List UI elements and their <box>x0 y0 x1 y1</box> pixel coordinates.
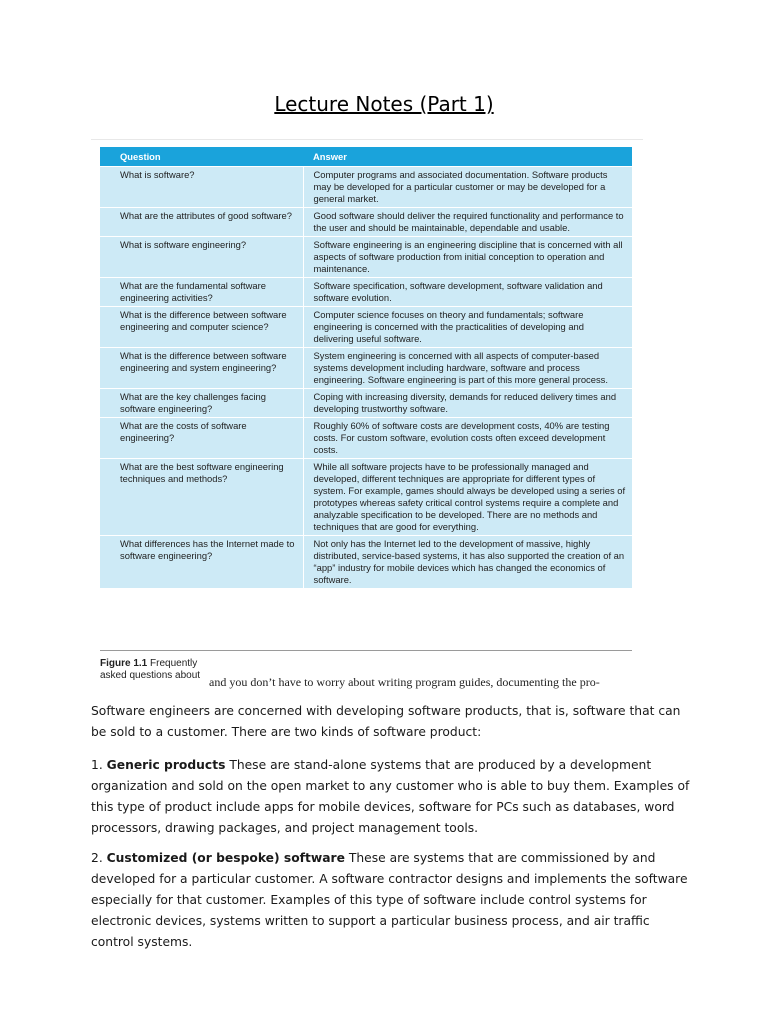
table-row <box>100 459 632 536</box>
question-cell: What are the attributes of good software? <box>100 208 303 237</box>
answer-cell: Not only has the Internet led to the development of massive, highly distributed, service-based systems, it has also supported the creation of an “app” industry for mobile devices which has changed the economics of software. <box>303 536 632 589</box>
term-customized-software: Customized (or bespoke) software <box>106 851 345 865</box>
page-title: Lecture Notes (Part 1) <box>274 92 494 116</box>
question-cell: What is software engineering? <box>100 237 303 278</box>
table-row <box>100 307 632 348</box>
term-generic-products: Generic products <box>106 758 226 772</box>
question-cell: What is the difference between software engineering and computer science? <box>100 307 303 348</box>
intro-paragraph: Software engineers are concerned with developing software products, that is, software that can be sold to a customer. There are two kinds of software product: <box>91 704 681 739</box>
question-cell: What is software? <box>100 167 303 208</box>
figure-label: Figure 1.1 <box>100 658 148 669</box>
answer-cell: Good software should deliver the required functionality and performance to the user and should be maintainable, dependable and usable. <box>303 208 632 237</box>
list-number: 1. <box>91 758 103 772</box>
table-row <box>100 389 632 418</box>
table-row <box>100 348 632 389</box>
figure-divider <box>100 650 632 651</box>
table-row <box>100 167 632 208</box>
header-answer: Answer <box>303 147 632 167</box>
generic-products-text: These are stand-alone systems that are produced by a development organization and sold on the open market to any customer who is able to buy them. Examples of this type of product include apps for mobile devices, software for PCs such as databases, word processors, drawing packages, and project management tools. <box>91 758 690 835</box>
figure-caption <box>100 658 210 682</box>
cropped-text-line: and you don’t have to worry about writing program guides, documenting the pro- <box>209 675 600 689</box>
question-cell: What is the difference between software engineering and system engineering? <box>100 348 303 389</box>
question-cell: What differences has the Internet made to software engineering? <box>100 536 303 589</box>
question-cell: What are the fundamental software engineering activities? <box>100 278 303 307</box>
customized-software-text: These are systems that are commissioned by and developed for a particular customer. A software contractor designs and implements the software especially for that customer. Examples of this type of software include control systems for electronic devices, systems written to support a particular business process, and air traffic control systems. <box>91 851 688 949</box>
answer-cell: Software specification, software development, software validation and software evolution. <box>303 278 632 307</box>
table-row <box>100 418 632 459</box>
faq-table <box>100 147 632 588</box>
table-row <box>100 536 632 589</box>
answer-cell: Coping with increasing diversity, demands for reduced delivery times and developing trustworthy software. <box>303 389 632 418</box>
figure-caption-text: Frequently asked questions about <box>100 658 201 681</box>
answer-cell: While all software projects have to be professionally managed and developed, different techniques are appropriate for different types of system. For example, games should always be developed using a series of prototypes whereas safety critical control systems require a complete and analyzable specification to be developed. There are no methods and techniques that are good for everything. <box>303 459 632 536</box>
generic-products-paragraph <box>91 755 691 839</box>
answer-cell: Computer science focuses on theory and fundamentals; software engineering is concerned with the practicalities of developing and delivering useful software. <box>303 307 632 348</box>
table-row <box>100 278 632 307</box>
figure-image <box>91 139 643 692</box>
table-row <box>100 237 632 278</box>
question-cell: What are the best software engineering techniques and methods? <box>100 459 303 536</box>
list-number: 2. <box>91 851 103 865</box>
customized-software-paragraph <box>91 848 691 953</box>
answer-cell: Roughly 60% of software costs are development costs, 40% are testing costs. For custom software, evolution costs often exceed development costs. <box>303 418 632 459</box>
table-row <box>100 208 632 237</box>
table-body <box>100 167 632 589</box>
answer-cell: Software engineering is an engineering discipline that is concerned with all aspects of software production from initial conception to operation and maintenance. <box>303 237 632 278</box>
answer-cell: System engineering is concerned with all aspects of computer-based systems development including hardware, software and process engineering. Software engineering is part of this more general process. <box>303 348 632 389</box>
header-question: Question <box>100 147 303 167</box>
question-cell: What are the key challenges facing software engineering? <box>100 389 303 418</box>
question-cell: What are the costs of software engineering? <box>100 418 303 459</box>
table-header-row <box>100 147 632 167</box>
answer-cell: Computer programs and associated documentation. Software products may be developed for a particular customer or may be developed for a general market. <box>303 167 632 208</box>
